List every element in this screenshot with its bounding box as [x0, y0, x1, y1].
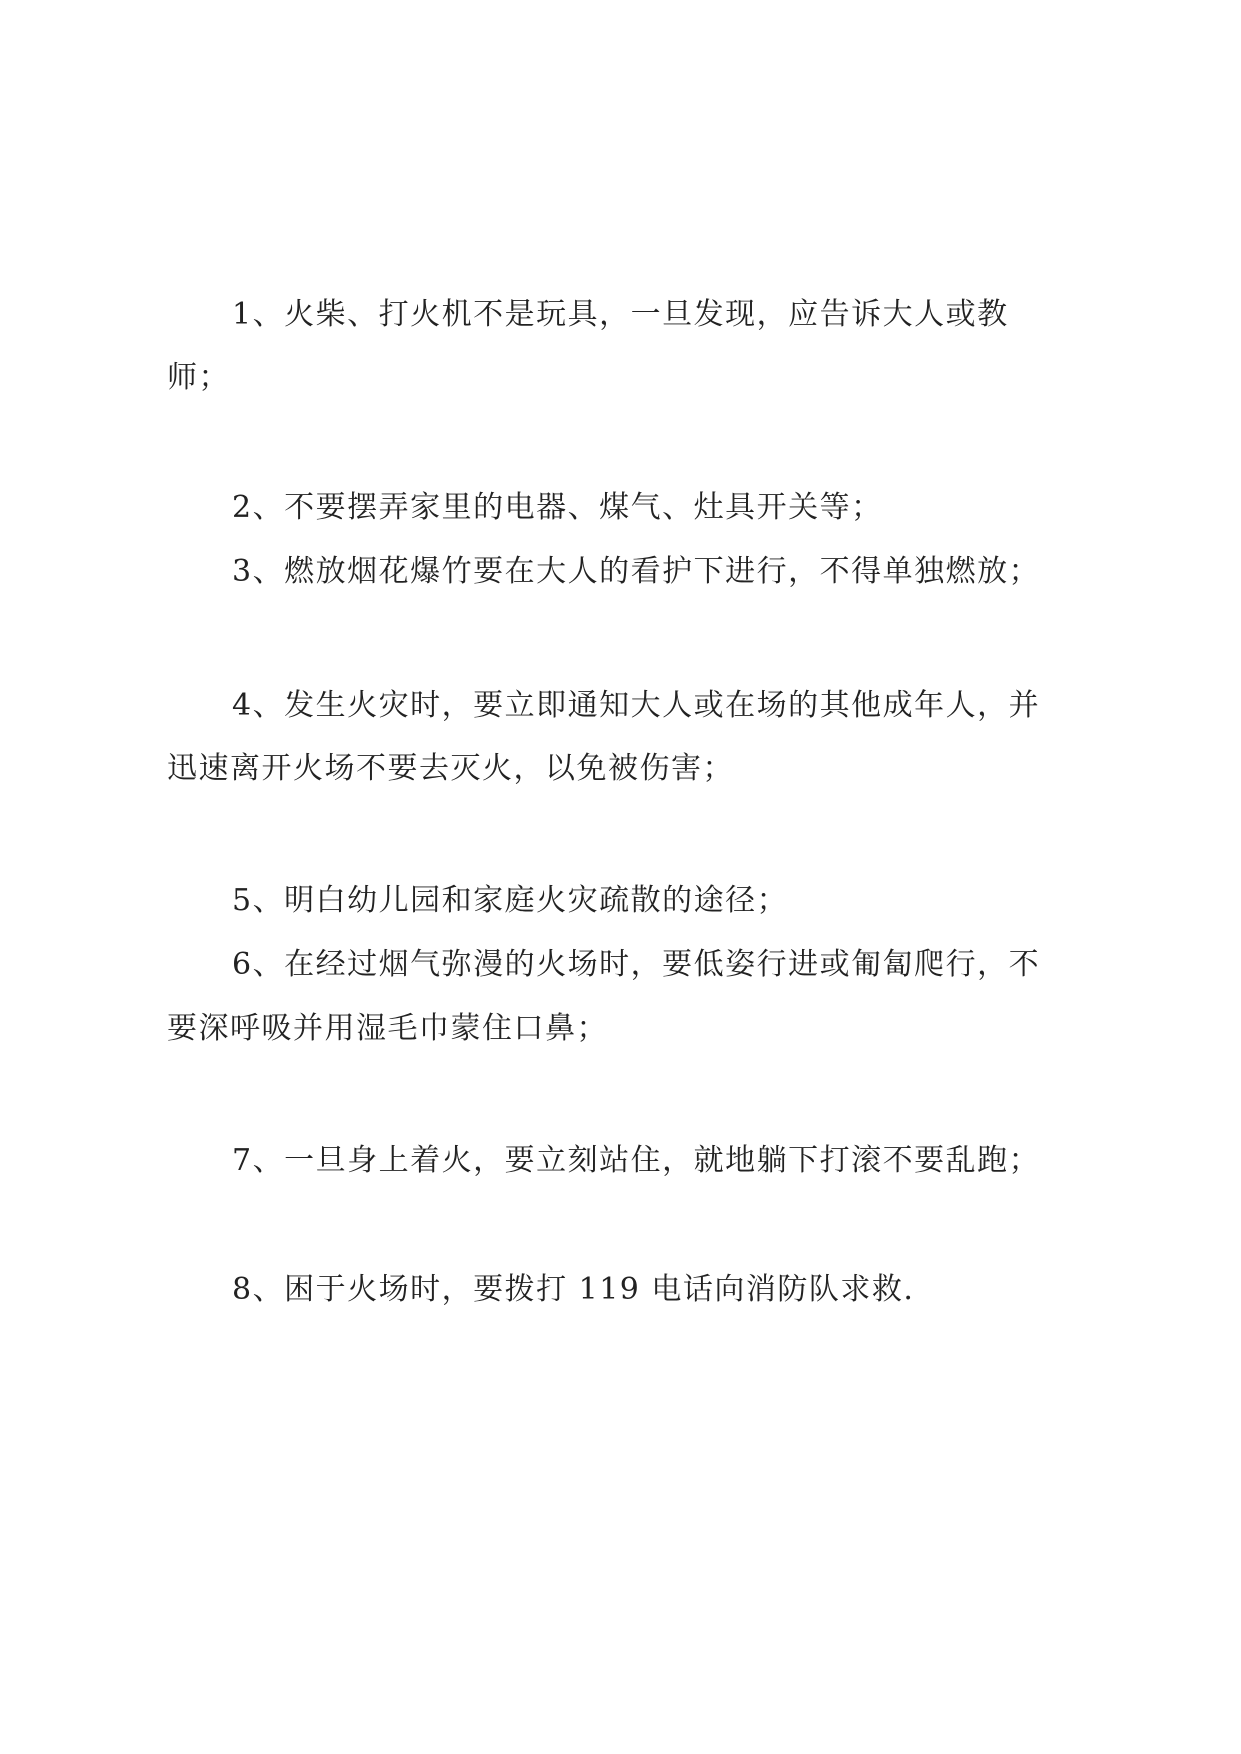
item-5-line-1: 5、明白幼儿园和家庭火灾疏散的途径； [232, 883, 789, 918]
item-4-line-1: 4、发生火灾时，要立即通知大人或在场的其他成年人，并 [232, 688, 1041, 723]
item-6-line-1: 6、在经过烟气弥漫的火场时，要低姿行进或匍匐爬行，不 [232, 947, 1041, 982]
item-2-line-1: 2、不要摆弄家里的电器、煤气、灶具开关等； [232, 490, 883, 525]
item-1-line-1: 1、火柴、打火机不是玩具，一旦发现，应告诉大人或教 [232, 297, 1009, 332]
item-1-line-2: 师； [167, 360, 230, 395]
item-3-line-1: 3、燃放烟花爆竹要在大人的看护下进行，不得单独燃放； [232, 554, 1041, 589]
item-4-line-2: 迅速离开火场不要去灭火，以免被伤害； [167, 751, 734, 786]
item-8-line-1: 8、困于火场时，要拨打 119 电话向消防队求救. [232, 1272, 915, 1307]
item-7-line-1: 7、一旦身上着火，要立刻站住，就地躺下打滚不要乱跑； [232, 1143, 1041, 1178]
item-6-line-2: 要深呼吸并用湿毛巾蒙住口鼻； [167, 1011, 608, 1046]
